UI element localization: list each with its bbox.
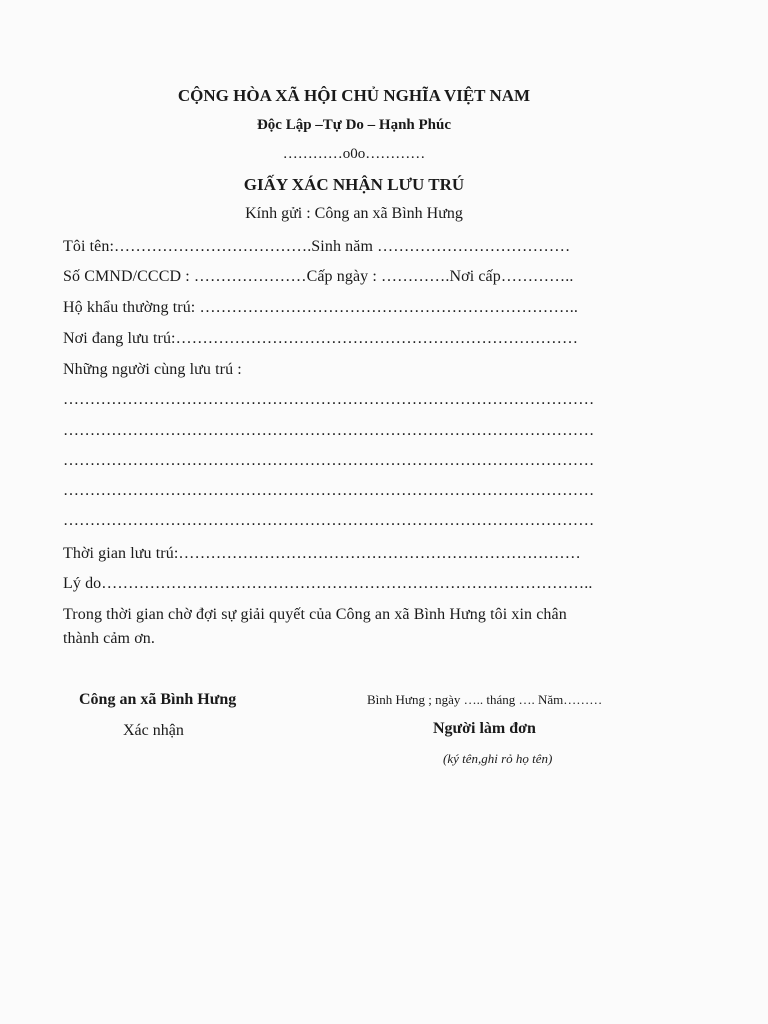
- field-co-residents-label: Những người cùng lưu trú :: [63, 361, 242, 378]
- co-resident-line: ………………………………………………………………………………………: [63, 512, 595, 529]
- closing-line-1: Trong thời gian chờ đợi sự giải quyết của Công an xã Bình Hưng tôi xin chân: [63, 606, 567, 623]
- co-resident-line: ………………………………………………………………………………………: [63, 391, 595, 408]
- separator: …………o0o…………: [282, 146, 426, 162]
- left-signature-subtitle: Xác nhận: [123, 722, 184, 739]
- field-duration: Thời gian lưu trú:…………………………………………………………………: [63, 545, 581, 562]
- right-signature-note: (ký tên,ghi rỏ họ tên): [443, 751, 553, 766]
- field-permanent-address: Hộ khẩu thường trú: ……………………………………………………………..: [63, 299, 578, 316]
- field-reason: Lý do………………………………………………………………………………..: [63, 575, 593, 592]
- document-title: GIẤY XÁC NHẬN LƯU TRÚ: [243, 175, 465, 194]
- left-signature-title: Công an xã Bình Hưng: [79, 691, 237, 708]
- closing-line-2: thành cảm ơn.: [63, 630, 155, 647]
- motto: Độc Lập –Tự Do – Hạnh Phúc: [256, 117, 452, 133]
- recipient-line: Kính gửi : Công an xã Bình Hưng: [245, 205, 463, 222]
- right-signature-title: Người làm đơn: [433, 720, 536, 737]
- nation-heading: CỘNG HÒA XÃ HỘI CHỦ NGHĨA VIỆT NAM: [177, 86, 531, 105]
- co-resident-line: ………………………………………………………………………………………: [63, 482, 595, 499]
- co-resident-line: ………………………………………………………………………………………: [63, 422, 595, 439]
- field-current-residence: Nơi đang lưu trú:…………………………………………………………………: [63, 330, 579, 347]
- field-name: Tôi tên:……………………………….Sinh năm ………………………………: [63, 238, 571, 255]
- field-id-card: Số CMND/CCCD : …………………Cấp ngày : ………….Nơi cấp…………..: [63, 268, 574, 285]
- co-resident-line: ………………………………………………………………………………………: [63, 452, 595, 469]
- date-line: Bình Hưng ; ngày ….. tháng …. Năm………: [367, 692, 603, 707]
